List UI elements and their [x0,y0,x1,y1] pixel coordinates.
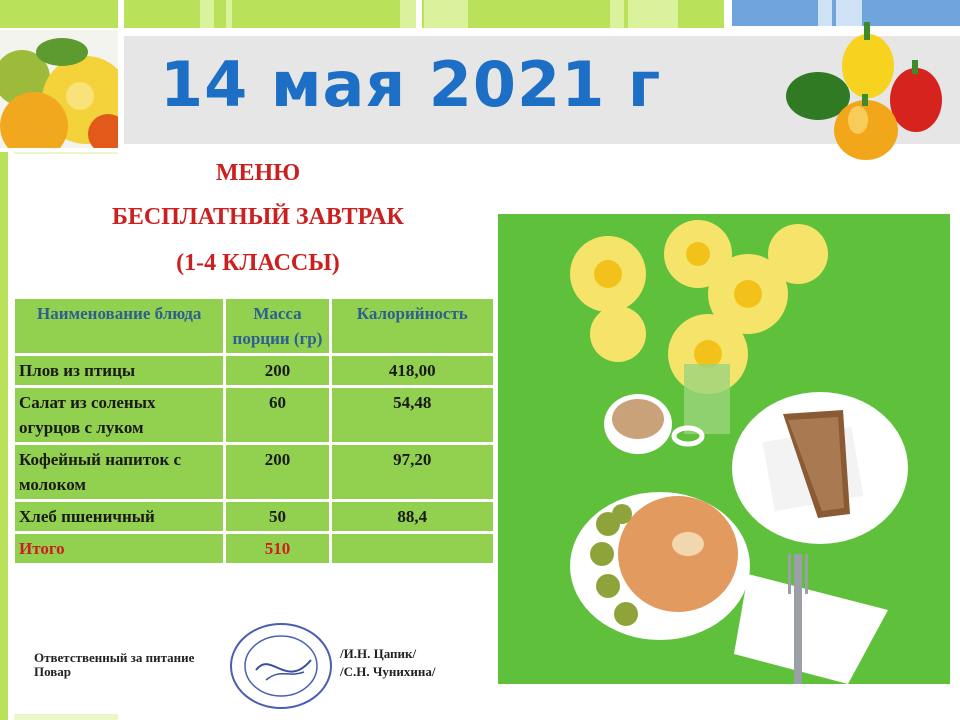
official-stamp [226,620,336,712]
column-header: Масса порции (гр) [226,299,328,353]
page-title: 14 мая 2021 г [160,48,662,121]
menu-heading: МЕНЮ [215,160,301,186]
dish-name: Салат из соленых огурцов с луком [15,388,223,442]
fruit-image [0,30,118,148]
table-row [15,445,493,499]
table-row [15,502,493,531]
stripe-gap [118,0,124,28]
stripe-segment [200,0,214,28]
breakfast-photo-drawing [498,214,950,684]
dish-name: Хлеб пшеничный [15,502,223,531]
peppers-image [778,8,948,168]
dish-calories: 97,20 [332,445,493,499]
menu-class-range: (1-4 КЛАССЫ) [176,250,340,276]
dish-mass: 60 [226,388,328,442]
stripe-segment [226,0,232,28]
table-row [15,388,493,442]
menu-table [12,296,496,566]
column-header: Наименование блюда [15,299,223,353]
signature-role: Ответственный за питание [34,650,195,665]
left-stripe [0,152,8,720]
dish-name: Кофейный напиток с молоком [15,445,223,499]
column-header: Калорийность [332,299,493,353]
total-calories [332,534,493,563]
table-total-row [15,534,493,563]
dish-calories: 88,4 [332,502,493,531]
menu-subheading: БЕСПЛАТНЫЙ ЗАВТРАК [112,204,404,230]
stripe-segment [628,0,678,28]
stripe-gap [416,0,422,28]
total-mass: 510 [226,534,328,563]
dish-calories: 418,00 [332,356,493,385]
table-header-row [15,299,493,353]
dish-mass: 200 [226,445,328,499]
breakfast-photo [498,214,950,684]
signature-name: /С.Н. Чунихина/ [340,664,436,679]
signature-name: /И.Н. Цапик/ [340,646,417,661]
stripe-segment [610,0,624,28]
total-label: Итого [15,534,223,563]
stripe-segment [400,0,416,28]
dish-mass: 200 [226,356,328,385]
dish-mass: 50 [226,502,328,531]
dish-name: Плов из птицы [15,356,223,385]
signature-role: Повар [34,664,72,679]
stripe-segment [424,0,468,28]
dish-calories: 54,48 [332,388,493,442]
table-row [15,356,493,385]
